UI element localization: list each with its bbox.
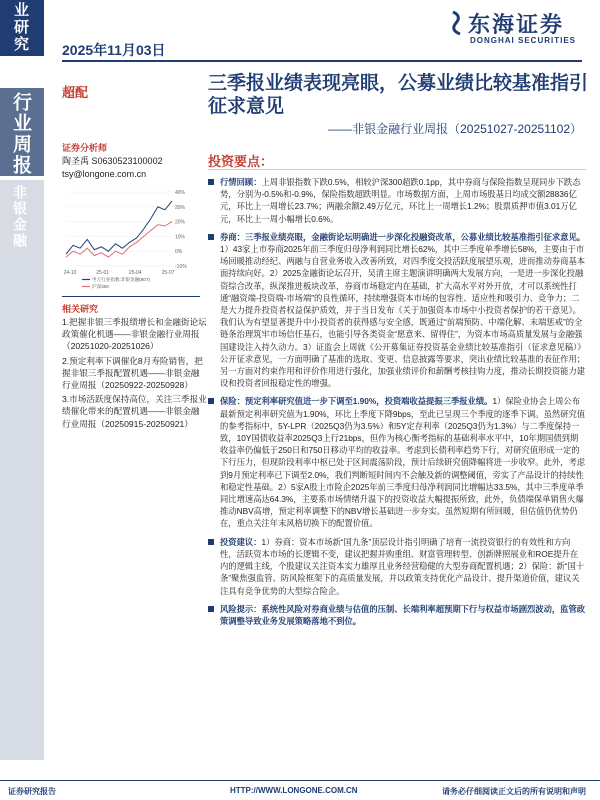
bullet-lead: 保险：预定利率研究值进一步下调至1.90%，投资端收益提振三季报业绩。 bbox=[220, 396, 493, 407]
footer-disclaimer: 请务必仔细阅读正文后的所有说明和声明 bbox=[442, 787, 586, 796]
bullet-investment-advice bbox=[208, 536, 586, 597]
chart-legend-label: 沪深300 bbox=[92, 284, 109, 289]
bullet-market-review bbox=[208, 176, 586, 225]
band-lower-segment bbox=[0, 180, 44, 760]
band-middle-label: 行业周报 bbox=[10, 92, 31, 176]
key-points-body bbox=[208, 176, 586, 633]
chart-y-tick: 20% bbox=[175, 219, 186, 226]
analyst-heading: 证券分析师 bbox=[62, 143, 108, 153]
bullet-text: 上周非银指数下跌0.5%，相较沪深300超跌0.1pp，其中券商与保险指数呈现同步下跌态势，分别为-0.5%和-0.9%，保险指数超跌明显。市场数据方面，上周市场股基日均成交额28836亿元，环比上一周增长23.7%；两融余额2.49万亿元，环比上一周增长1.2%；股票质押市值3.01万亿元，环比上一周小幅增长0.6%。 bbox=[220, 177, 581, 224]
footer-rule bbox=[0, 780, 600, 781]
related-item[interactable]: 2.预定利率下调催化8月寿险销售，把握非银三季报配置机遇——非银金融行业周报（20250922-20250928） bbox=[62, 355, 203, 391]
chart-y-tick: -10% bbox=[175, 264, 187, 270]
bullet-text: 1）43家上市券商2025年前三季度归母净利润同比增长62%，其中三季度单季增长58%，主要由于市场回暖推动经纪、两融与自营业务收入改善所致，对四季度交投活跃度展望乐观，进而推动券商基本面持续向好。2）2025金融街论坛召开，吴清主席主题演讲明确两大发展方向，一是进一步深化投融资综合改革，纵深推进板块改革，券商市场稳定内在基础，扩大高水平对外开放，才可以系统性打通“融资端-投资端-市场端”的良性循环，持续增强资本市场的包容性、适应性和吸引力、竞争力；二是大力提升投资者权益保护质效，并于当日发布《关于加强资本市场中小投资者保护的若干意见》。我们认为有望显著提升中小投资者的获得感与安全感，既通过“前端预防、中端化解、末端惩戒”的全链条治理筑牢市场信任基石，也能引导各类资金“愿意来、留得住”，为资本市场高质量发展与金融强国建设注入持久动力。3）证监会上周就《公开募集证券投资基金业绩比较基准指引（征求意见稿）》公开征求意见，一方面明确了基准的选取、变更、信息披露等要求，突出业绩比较基准的表征作用；另一方面对约束作用和评价作用进行强化，加强业绩评价和薪酬考核挂钩力度，推动长期投资能力建设和投资者回报稳定性的增强。 bbox=[220, 244, 586, 389]
report-subtitle: ——非银金融行业周报（20251027-20251102） bbox=[328, 122, 582, 136]
logo-wave-icon bbox=[450, 10, 466, 36]
bullet-text: 1）券商：资本市场新“国九条”顶层设计指引明确了培育一流投资银行的有效性和方向性，活跃资本市场的长逻辑不变，建议把握并购重组、财富管理转型、创新牌照展业和ROE提升在内的逻辑主线，个股建议关注资本实力雄厚且业务经营稳健的大型券商配置机遇；2）保险：新“国十条”聚焦强监管、防风险框架下的高质量发展，并以政策支持优化产品设计、提升渠道价值，建议关注具有竞争优势的大型综合险企。 bbox=[220, 536, 585, 596]
chart-series-line bbox=[66, 222, 172, 258]
chart-legend-label: 申万行业指数:非银金融(807) bbox=[92, 277, 150, 282]
chart-x-tick: 25-04 bbox=[128, 270, 142, 276]
left-band bbox=[0, 0, 44, 800]
bullet-lead: 行情回顾： bbox=[220, 177, 262, 187]
chart-y-tick: 10% bbox=[175, 234, 186, 241]
header-rule bbox=[62, 60, 582, 62]
bullet-insurance bbox=[208, 395, 586, 529]
bullet-risk-warning bbox=[208, 603, 586, 627]
chart-x-tick: 25-07 bbox=[161, 270, 175, 276]
chart-y-tick: 30% bbox=[175, 204, 186, 211]
analyst-email[interactable]: tsy@longone.com.cn bbox=[62, 169, 147, 179]
bullet-lead: 券商：三季报业绩亮眼，金融街论坛明确进一步深化投融资改革，公募业绩比较基准指引征求意见。 bbox=[220, 231, 586, 242]
bullet-brokers bbox=[208, 231, 586, 390]
related-list bbox=[62, 316, 208, 432]
chart-rule bbox=[62, 296, 200, 297]
bullet-text: 1）保险业协会上周公布最新预定利率研究值为1.90%，环比上季度下降9bps，至此已呈现三个季度的逐季下调。虽然研究值的参考指标中，5Y-LPR（2025Q3仍为3.5%）和5Y定存利率（2025Q3仍为1.3%）与二季度保持一致，10Y国债收益率2025Q3上行21bps，但作为核心衡考指标的基础利率水平中，10年期国债到期收益率仍偏低于250日和750日移动平均的收益率。考虑到长债利率趋势下行，对研究值形成一定的下行压力，但现阶段利率中枢已处于区间震荡阶段，预计后续研究值降幅将进一步收窄。此外，考虑到9月预定利率已下调至2.0%，我们判断短时间内不会触及新的调整阈值，旁实了产品设计的持续性和稳定性基础。2）5家A股上市险企2025年前三季度归母净利润同比增幅达33.5%，其中三季度单季同比增速高达64.3%，主要系市场情绪升温下的投资收益大幅提振所致，此外，负债端保单销售火爆推动NBV高增，预定利率调整下的NBV增长基础进一步夯实。虽然短期有所回暖，但估值仍优势仍在，重点关注年末风格切换下的配置价值。 bbox=[220, 396, 586, 529]
chart-series-line bbox=[66, 201, 172, 254]
analyst-name: 陶圣禹 S0630523100002 bbox=[62, 156, 163, 166]
analyst-info bbox=[62, 155, 163, 181]
related-item[interactable]: 1.把握非银三季报绩增长和金融街论坛政策催化机遇——非银金融行业周报（20251020-20251026） bbox=[62, 317, 207, 352]
bullet-lead: 风险提示：系统性风险对券商业绩与估值的压制、长端利率超预期下行与权益市场剧烈波动，监管政策调整导致业务发展策略落地不到位。 bbox=[220, 603, 586, 626]
chart-x-tick: 24-10 bbox=[63, 270, 77, 276]
key-points-rule bbox=[208, 169, 586, 170]
rating-label: 超配 bbox=[62, 85, 89, 100]
index-chart-svg bbox=[60, 186, 200, 296]
footer-website[interactable]: HTTP://WWW.LONGONE.COM.CN bbox=[230, 786, 358, 795]
report-title: 三季报业绩表现亮眼，公募业绩比较基准指引征求意见 bbox=[208, 73, 589, 117]
band-lower-label: 非银金融 bbox=[12, 185, 28, 249]
footer-left: 证券研究报告 bbox=[8, 787, 56, 796]
chart-y-tick: 40% bbox=[175, 190, 186, 196]
logo-english: DONGHAI SECURITIES bbox=[470, 36, 577, 45]
index-chart bbox=[60, 186, 200, 296]
related-item[interactable]: 3.市场活跃度保持高位，关注三季报业绩催化带来的配置机遇——非银金融行业周报（20250915-20250921） bbox=[62, 394, 207, 429]
chart-x-tick: 25-01 bbox=[96, 270, 110, 276]
logo-chinese: 东海证券 bbox=[468, 12, 565, 37]
related-heading: 相关研究 bbox=[62, 304, 99, 314]
key-points-heading: 投资要点： bbox=[208, 154, 274, 169]
chart-y-tick: 0% bbox=[175, 249, 183, 256]
bullet-lead: 投资建议： bbox=[220, 536, 262, 547]
band-top-label: 业研究 bbox=[12, 2, 29, 53]
report-date: 2025年11月03日 bbox=[62, 42, 166, 58]
